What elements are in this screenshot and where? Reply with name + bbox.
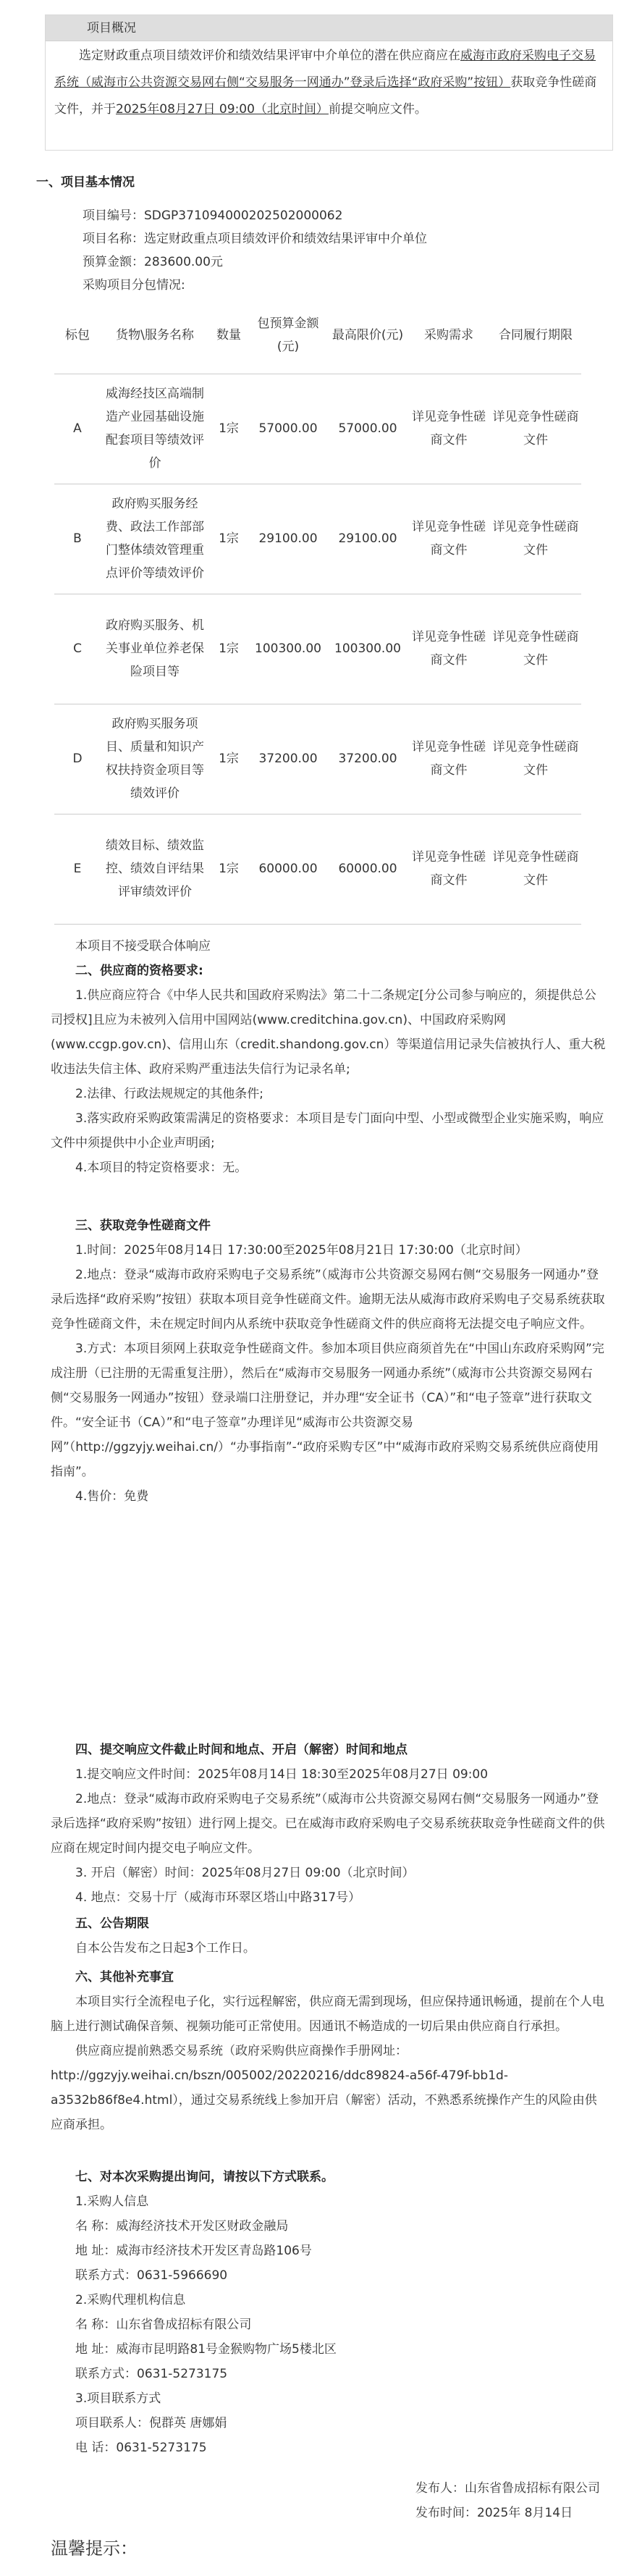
purchaser-phone: 联系方式：0631-5966690 bbox=[75, 2268, 228, 2283]
lot-max-price: 57000.00 bbox=[328, 374, 408, 484]
lot-id: B bbox=[54, 484, 101, 594]
table-header-row bbox=[54, 297, 581, 374]
lot-budget: 60000.00 bbox=[248, 814, 328, 924]
lot-qty: 1宗 bbox=[209, 594, 248, 704]
lot-id: C bbox=[54, 594, 101, 704]
lot-term: 详见竞争性磋商文件 bbox=[490, 374, 581, 484]
table-header: 采购需求 bbox=[424, 327, 473, 342]
table-header: 货物\服务名称 bbox=[116, 327, 194, 342]
warm-tip: 温馨提示： bbox=[51, 2538, 138, 2559]
project-number: 项目编号：SDGP371094000202502000062 bbox=[83, 209, 343, 223]
section-heading-basic: 一、项目基本情况 bbox=[36, 175, 135, 190]
lot-id: A bbox=[54, 374, 101, 484]
qualification-item: 2.法律、行政法规规定的其他条件; bbox=[75, 1087, 263, 1101]
section-submission bbox=[51, 1738, 608, 1910]
agency-title: 2.采购代理机构信息 bbox=[75, 2293, 186, 2307]
lot-name: 政府购买服务、机关事业单位养老保险项目等 bbox=[101, 594, 209, 704]
lot-term: 详见竞争性磋商文件 bbox=[490, 484, 581, 594]
lot-max-price: 60000.00 bbox=[328, 814, 408, 924]
signature-block bbox=[415, 2476, 600, 2525]
no-consortium-note: 本项目不接受联合体响应 bbox=[75, 939, 211, 954]
lot-requirement: 详见竞争性磋商文件 bbox=[408, 704, 490, 814]
lot-qty: 1宗 bbox=[209, 484, 248, 594]
contact-title: 3.项目联系方式 bbox=[75, 2391, 161, 2406]
budget-amount: 预算金额：283600.00元 bbox=[83, 255, 223, 269]
section-qualifications bbox=[51, 934, 608, 1180]
lot-id: E bbox=[54, 814, 101, 924]
table-header: 包预算金额(元) bbox=[257, 316, 319, 354]
section-heading-period: 五、公告期限 bbox=[75, 1916, 149, 1931]
lot-max-price: 29100.00 bbox=[328, 484, 408, 594]
table-row bbox=[54, 814, 581, 924]
lots-caption: 采购项目分包情况: bbox=[83, 278, 185, 292]
lot-name: 政府购买服务经费、政法工作部部门整体绩效管理重点评价等绩效评价 bbox=[101, 484, 209, 594]
section-contact bbox=[51, 2165, 608, 2460]
publish-date: 发布时间：2025年 8月14日 bbox=[415, 2506, 573, 2520]
lot-id: D bbox=[54, 704, 101, 814]
lot-max-price: 37200.00 bbox=[328, 704, 408, 814]
lot-max-price: 100300.00 bbox=[328, 594, 408, 704]
supplement-paragraph: 本项目实行全流程电子化，实行远程解密，供应商无需到现场，但应保持通讯畅通，提前在个人电脑上进行测试确保音频、视频功能可正常使用。因通讯不畅造成的一切后果由供应商自行承担。 bbox=[51, 1995, 604, 2034]
purchaser-title: 1.采购人信息 bbox=[75, 2194, 149, 2209]
overview-body bbox=[54, 43, 605, 123]
overview-title: 项目概况 bbox=[46, 15, 612, 41]
lot-qty: 1宗 bbox=[209, 374, 248, 484]
lot-requirement: 详见竞争性磋商文件 bbox=[408, 594, 490, 704]
lot-requirement: 详见竞争性磋商文件 bbox=[408, 814, 490, 924]
overview-deadline: 2025年08月27日 09:00（北京时间） bbox=[116, 102, 329, 117]
table-header: 最高限价(元) bbox=[332, 327, 404, 342]
lot-budget: 57000.00 bbox=[248, 374, 328, 484]
table-row bbox=[54, 704, 581, 814]
lot-term: 详见竞争性磋商文件 bbox=[490, 594, 581, 704]
section-heading-obtain: 三、获取竞争性磋商文件 bbox=[75, 1218, 211, 1233]
project-info bbox=[83, 204, 427, 297]
submission-place: 2.地点：登录“威海市政府采购电子交易系统”（威海市公共资源交易网右侧“交易服务一网通办”登录后选择“政府采购”按钮）进行网上提交。已在威海市政府采购电子交易系统获取竞争性磋商文件的供应商在规定时间内提交电子响应文件。 bbox=[51, 1792, 605, 1856]
section-supplement bbox=[51, 1965, 608, 2137]
table-header: 数量 bbox=[216, 327, 241, 342]
document-price: 4.售价：免费 bbox=[75, 1489, 149, 1504]
lot-requirement: 详见竞争性磋商文件 bbox=[408, 374, 490, 484]
obtain-method: 3.方式：本项目须网上获取竞争性磋商文件。参加本项目供应商须首先在“中国山东政府采购网”完成注册（已注册的无需重复注册），然后在“威海市交易服务一网通办系统”（威海市公共资源交易网右侧“交易服务一网通办”按钮）登录端口注册登记，并办理“安全证书（CA）”和“电子签章”进行获取文件。“安全证书（CA）”和“电子签章”办理详见“威海市公共资源交易网”（http://ggzyjy.weihai.cn/）“办事指南”-“政府采购专区”中“威海市政府采购交易系统供应商使用指南”。 bbox=[51, 1342, 604, 1479]
publisher: 发布人：山东省鲁成招标有限公司 bbox=[415, 2481, 600, 2496]
qualification-item: 1.供应商应符合《中华人民共和国政府采购法》第二十二条规定[分公司参与响应的，须提供总公司授权]且应为未被列入信用中国网站(www.creditchina.gov.cn)、中国政府采购网(www.ccgp.gov.cn)、信用山东（credit.shandong.gov.cn）等渠道信用记录失信被执行人、重大税收违法失信主体、政府采购严重违法失信行为记录名单; bbox=[51, 988, 606, 1077]
agency-phone: 联系方式：0631-5273175 bbox=[75, 2367, 228, 2381]
overview-text: 选定财政重点项目绩效评价和绩效结果评审中介单位的潜在供应商应在 bbox=[79, 49, 460, 63]
notice-period-text: 自本公告发布之日起3个工作日。 bbox=[75, 1941, 256, 1956]
section-obtain-documents bbox=[51, 1213, 608, 1509]
lot-budget: 37200.00 bbox=[248, 704, 328, 814]
lot-term: 详见竞争性磋商文件 bbox=[490, 704, 581, 814]
qualification-item: 3.落实政府采购政策需满足的资格要求：本项目是专门面向中型、小型或微型企业实施采购，响应文件中须提供中小企业声明函; bbox=[51, 1111, 604, 1150]
agency-address: 地 址：威海市昆明路81号金猴购物广场5楼北区 bbox=[75, 2342, 337, 2357]
lot-name: 绩效目标、绩效监控、绩效自评结果评审绩效评价 bbox=[101, 814, 209, 924]
section-heading-contact: 七、对本次采购提出询问，请按以下方式联系。 bbox=[75, 2170, 334, 2184]
lot-budget: 100300.00 bbox=[248, 594, 328, 704]
table-row bbox=[54, 374, 581, 484]
lots-table bbox=[54, 297, 581, 925]
contact-person: 项目联系人：倪群英 唐娜娟 bbox=[75, 2416, 227, 2430]
section-notice-period bbox=[51, 1911, 608, 1961]
table-row bbox=[54, 594, 581, 704]
table-header: 合同履行期限 bbox=[499, 327, 573, 342]
overview-system-link: 威海市政府采购电子交易系统（威海市公共资源交易网右侧“交易服务一网通办”登录后选择“政府采购”按钮） bbox=[54, 49, 596, 90]
purchaser-address: 地 址：威海市经济技术开发区青岛路106号 bbox=[75, 2244, 312, 2258]
section-heading-submission: 四、提交响应文件截止时间和地点、开启（解密）时间和地点 bbox=[75, 1743, 408, 1757]
section-heading-qualifications: 二、供应商的资格要求: bbox=[75, 964, 203, 978]
obtain-place: 2.地点：登录“威海市政府采购电子交易系统”（威海市公共资源交易网右侧“交易服务一网通办”登录后选择“政府采购”按钮）获取本项目竞争性磋商文件。逾期无法从威海市政府采购电子交易系统获取竞争性磋商文件，未在规定时间内从系统中获取竞争性磋商文件的供应商将无法提交电子响应文件。 bbox=[51, 1268, 605, 1331]
agency-name: 名 称：山东省鲁成招标有限公司 bbox=[75, 2318, 252, 2332]
lot-name: 政府购买服务项目、质量和知识产权扶持资金项目等绩效评价 bbox=[101, 704, 209, 814]
opening-time: 3. 开启（解密）时间：2025年08月27日 09:00（北京时间） bbox=[75, 1866, 415, 1880]
obtain-time: 1.时间：2025年08月14日 17:30:00至2025年08月21日 17:30:00（北京时间） bbox=[75, 1243, 528, 1258]
submission-time: 1.提交响应文件时间：2025年08月14日 18:30至2025年08月27日 09:00 bbox=[75, 1767, 489, 1782]
lot-qty: 1宗 bbox=[209, 704, 248, 814]
purchaser-name: 名 称：威海经济技术开发区财政金融局 bbox=[75, 2219, 289, 2234]
lot-term: 详见竞争性磋商文件 bbox=[490, 814, 581, 924]
overview-box bbox=[45, 14, 613, 151]
section-heading-supplement: 六、其他补充事宜 bbox=[75, 1970, 174, 1984]
lot-budget: 29100.00 bbox=[248, 484, 328, 594]
opening-place: 4. 地点：交易十厅（威海市环翠区塔山中路317号） bbox=[75, 1890, 361, 1905]
supplement-paragraph: 供应商应提前熟悉交易系统（政府采购供应商操作手册网址：http://ggzyjy.weihai.cn/bszn/005002/20220216/ddc89824-a56f-479f-bb1d-a3532b86f8e4.html），通过交易系统线上参加开启（解密）活动，不熟悉系统操作产生的风险由供应商承担。 bbox=[51, 2044, 597, 2132]
qualification-item: 4.本项目的特定资格要求：无。 bbox=[75, 1161, 248, 1175]
lot-name: 威海经技区高端制造产业园基础设施配套项目等绩效评价 bbox=[101, 374, 209, 484]
lot-requirement: 详见竞争性磋商文件 bbox=[408, 484, 490, 594]
table-header: 标包 bbox=[65, 327, 90, 342]
table-row bbox=[54, 484, 581, 594]
lot-qty: 1宗 bbox=[209, 814, 248, 924]
overview-text: 前提交响应文件。 bbox=[328, 102, 427, 117]
overview-text: 获取竞争性磋商文件，并于 bbox=[54, 75, 597, 117]
contact-phone: 电 话：0631-5273175 bbox=[75, 2441, 207, 2455]
project-name: 项目名称：选定财政重点项目绩效评价和绩效结果评审中介单位 bbox=[83, 232, 427, 246]
